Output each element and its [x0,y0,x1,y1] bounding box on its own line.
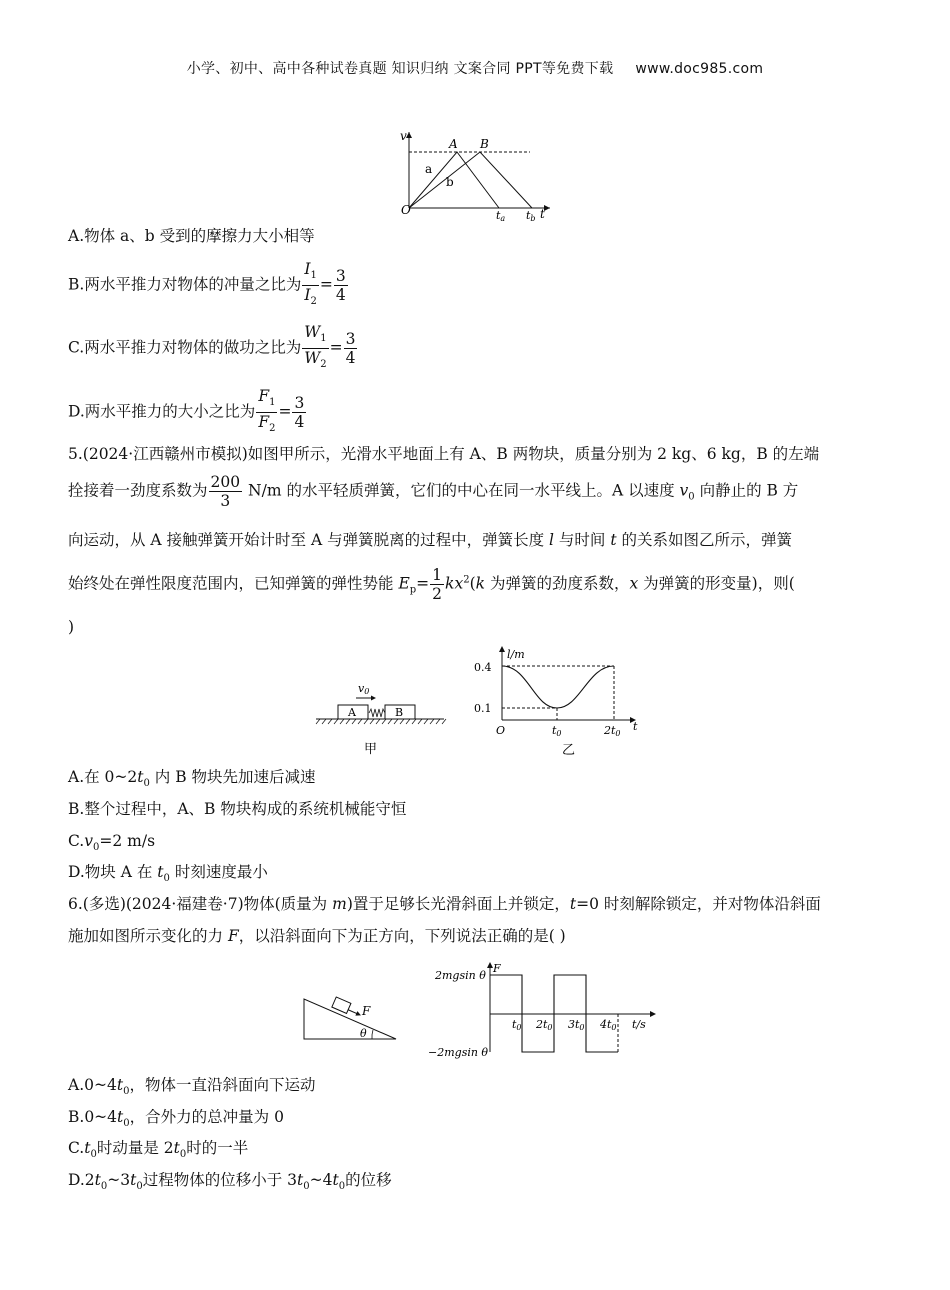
y-tick-04: 0.4 [474,661,492,674]
q4-option-a: A.物体 a、b 受到的摩擦力大小相等 [68,227,315,245]
q5-stem-line3: 向运动，从 A 接触弹簧开始计时至 A 与弹簧脱离的过程中，弹簧长度 l 与时间 t 的关系如图乙所示，弹簧 [68,531,793,549]
t-axis-label: t [633,720,638,733]
q5-option-d: D.物块 A 在 $t_0$ 时刻速度最小 [68,863,268,885]
q5-stem-line4: 始终处在弹性限度范围内，已知弹簧的弹性势能 $E_p=$ $\frac{1}{2}$ $kx^2(k$ 为弹簧的劲度系数，x 为弹簧的形变量)，则( [68,566,795,603]
y-tick-top: 2mgsin θ [435,969,486,982]
header-site-link[interactable]: www.doc985.com [635,61,764,77]
line-a-label: a [425,162,433,176]
theta-label: θ [360,1027,367,1040]
origin-label: O [496,724,506,737]
4t0-tick: 4t0 [600,1018,617,1032]
ta-label: ta [496,209,506,223]
tb-label: tb [526,209,536,223]
y-tick-01: 0.1 [474,702,492,715]
t-axis-label: t/s [632,1018,646,1031]
q5-stem-line5: ) [68,618,75,636]
line-b-label: b [446,175,454,189]
fig-jia-caption: 甲 [364,742,378,757]
q6-force-time-graph [420,962,660,1062]
q6-option-a: $A.0\sim 4t_0$，物体一直沿斜面向下运动 [68,1076,316,1098]
t0-tick: t0 [512,1018,522,1032]
q4-option-c: C.两水平推力对物体的做功之比为 $\frac{W_1}{W_2}$ = $\frac{3}{4}$ [68,323,356,371]
l-axis-label: l/m [507,648,525,661]
fig-yi-caption: 乙 [562,743,576,758]
q5-figure-yi [466,646,646,760]
q5-option-a: A.在 $0\sim 2t_0$ 内 B 物块先加速后减速 [68,768,316,790]
2t0-tick: 2t0 [536,1018,553,1032]
force-label: F [362,1004,371,1018]
t-axis-label: t [540,207,545,221]
q5-stem-line1: 5.(2024·江西赣州市模拟)如图甲所示，光滑水平地面上有 A、B 两物块，质量分别为 2 kg、6 kg，B 的左端 [68,445,820,463]
q5-stem-line2: 拴接着一劲度系数为 $\frac{200}{3}$ N/m 的水平轻质弹簧，它们的中心在同一水平线上。A 以速度 $v_0$ 向静止的 B 方 [68,473,799,510]
y-tick-bottom: −2mgsin θ [428,1046,489,1059]
q5-figure-jia [312,680,452,760]
origin-label: O [401,203,411,217]
q6-stem-line1: 6.(多选)(2024·福建卷·7)物体(质量为 m)置于足够长光滑斜面上并锁定，t=0 时刻解除锁定，并对物体沿斜面 [68,895,821,913]
3t0-tick: 3t0 [568,1018,585,1032]
q6-option-c: $C.t_0$时动量是 $2t_0$时的一半 [68,1139,249,1161]
spring [369,709,385,717]
q4-vt-graph [400,128,560,223]
v-axis-label: v [400,129,407,143]
q6-stem-line2: 施加如图所示变化的力 F，以沿斜面向下为正方向，下列说法正确的是( ) [68,927,566,945]
block-a-label: A [348,706,356,719]
q5-option-c: $C.v_0=2$ m/s [68,832,156,854]
header-text: 小学、初中、高中各种试卷真题 知识归纳 文案合同 PPT等免费下载 [186,61,614,77]
point-B-label: B [480,137,489,151]
page-header [0,58,950,78]
block [332,997,351,1013]
q5-option-b: B.整个过程中，A、B 物块构成的系统机械能守恒 [68,800,407,818]
q4-option-d: D.两水平推力的大小之比为 $\frac{F_1}{F_2}$ = $\frac{3}{4}$ [68,387,305,435]
q6-incline-figure [300,995,400,1045]
q6-option-b: $B.0\sim 4t_0$，合外力的总冲量为 0 [68,1108,284,1130]
f-axis-label: F [493,962,501,975]
point-A-label: A [449,137,458,151]
block-b-label: B [395,706,404,719]
t0-tick: t0 [552,724,562,738]
v0-label: v0 [358,682,370,696]
2t0-tick: 2t0 [604,724,621,738]
l-t-curve [502,666,614,708]
q4-option-b: B.两水平推力对物体的冲量之比为 $\frac{I_1}{I_2}$ = $\frac{3}{4}$ [68,260,346,308]
q6-option-d: $D.2t_0\sim 3t_0$过程物体的位移小于 $3t_0\sim 4t_0$的位移 [68,1171,392,1193]
